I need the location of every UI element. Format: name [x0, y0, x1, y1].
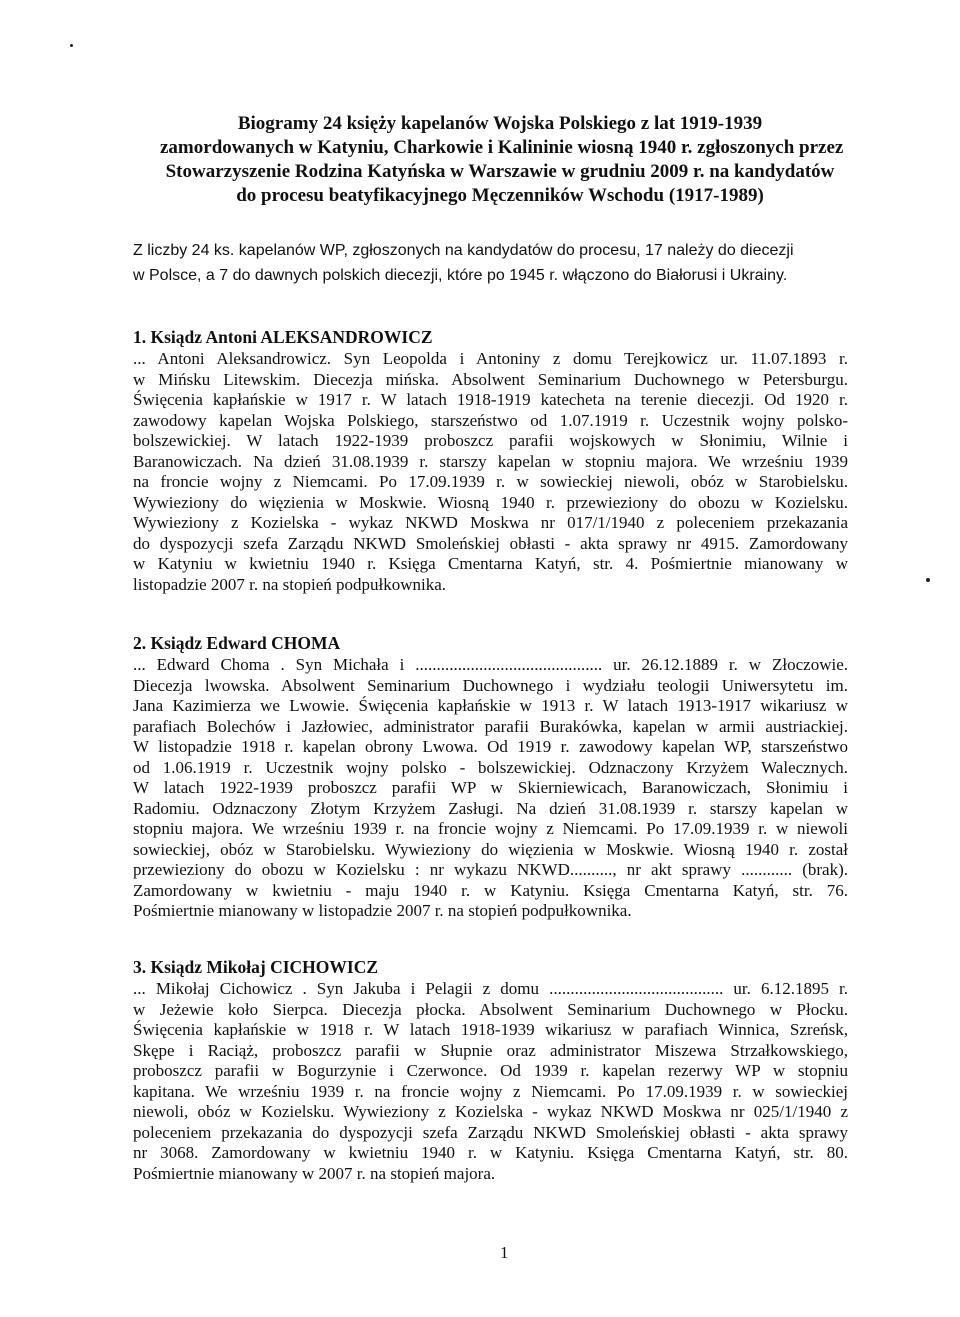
entry-line: Święcenia kapłańskie w 1918 r. W latach 1918-1939 wikariusz w parafiach Winnica, Szreńsk,: [133, 1020, 848, 1039]
entry-line: Diecezja lwowska. Absolwent Seminarium Duchownego i wydziału teologii Uniwersytetu im.: [133, 675, 848, 695]
biography-entry: [133, 326, 848, 595]
entry-line: Święcenia kapłańskie w 1917 r. W latach 1918-1919 katecheta na terenie diecezji. Od 1920 r.: [133, 390, 848, 409]
intro-paragraph: [133, 238, 848, 288]
entry-line: w Jeżewie koło Sierpca. Diecezja płocka. Absolwent Seminarium Duchownego w Płocku.: [133, 999, 848, 1019]
entry-line: poleceniem przekazania do dyspozycji szefa Zarządu NKWD Smoleńskiej obłasti - akta sprawy: [133, 1122, 848, 1142]
entry-line: na froncie wojny z Niemcami. Po 17.09.1939 r. w sowieckiej niewoli, obóz w Starobielsku.: [133, 472, 848, 491]
entry-line: Jana Kazimierza we Lwowie. Święcenia kapłańskie w 1913 r. W latach 1913-1917 wikariusz w: [133, 696, 848, 715]
biography-entry: [133, 632, 848, 922]
title-line: zamordowanych w Katyniu, Charkowie i Kalininie wiosną 1940 r. zgłoszonych przez: [160, 137, 844, 158]
document-title: [160, 112, 844, 208]
entry-line: do dyspozycji szefa Zarządu NKWD Smoleńskiej obłasti - akta sprawy nr 4915. Zamordowany: [133, 533, 848, 553]
entry-line: w Mińsku Litewskim. Diecezja mińska. Absolwent Seminarium Duchownego w Petersburgu.: [133, 369, 848, 389]
entry-line: Pośmiertnie mianowany w 2007 r. na stopień majora.: [133, 1163, 496, 1183]
page-number: 1: [500, 1243, 509, 1262]
entry-line: w Katyniu w kwietniu 1940 r. Księga Cmentarna Katyń, str. 4. Pośmiertnie mianowany w: [133, 554, 848, 573]
title-line: Biogramy 24 księży kapelanów Wojska Polskiego z lat 1919-1939: [237, 113, 763, 134]
title-line: do procesu beatyfikacyjnego Męczenników Wschodu (1917-1989): [236, 185, 764, 206]
entry-line: przewieziony do obozu w Kozielsku : nr wykazu NKWD.........., nr akt sprawy ............ (brak).: [133, 860, 848, 879]
entry-line: nr 3068. Zamordowany w kwietniu 1940 r. w Katyniu. Księga Cmentarna Katyń, str. 80.: [133, 1143, 848, 1162]
entry-line: Pośmiertnie mianowany w listopadzie 2007 r. na stopień podpułkownika.: [133, 901, 632, 920]
entry-line: kapitana. We wrześniu 1939 r. na froncie wojny z Niemcami. Po 17.09.1939 r. w sowieckiej: [133, 1081, 848, 1101]
entry-line: stopniu majora. We wrześniu 1939 r. na froncie wojny z Niemcami. Po 17.09.1939 r. w niewoli: [133, 819, 848, 838]
entry-line: niewoli, obóz w Kozielsku. Wywieziony z Kozielska - wykaz NKWD Moskwa nr 025/1/1940 z: [133, 1102, 848, 1121]
entry-line: ... Mikołaj Cichowicz . Syn Jakuba i Pelagii z domu ......................................... ur. 6.12.1895 r.: [133, 979, 848, 998]
intro-line: Z liczby 24 ks. kapelanów WP, zgłoszonych na kandydatów do procesu, 17 należy do diecezji: [133, 242, 794, 259]
entry-line: Zamordowany w kwietniu - maju 1940 r. w Katyniu. Księga Cmentarna Katyń, str. 76.: [133, 880, 848, 900]
entry-line: Wywieziony do więzienia w Moskwie. Wiosną 1940 r. przewieziony do obozu w Kozielsku.: [133, 492, 848, 512]
entry-line: Skępe i Raciąż, proboszcz parafii w Słupnie oraz administrator Miszewa Strzałkowskiego,: [133, 1040, 848, 1060]
entry-line: sowieckiej, obóz w Starobielsku. Wywieziony do więzienia w Moskwie. Wiosną 1940 r. został: [133, 839, 848, 859]
biography-entry: [133, 956, 848, 1184]
entry-line: W latach 1922-1939 proboszcz parafii WP w Skierniewicach, Baranowiczach, Słonimiu i: [133, 778, 848, 797]
entry-line: listopadzie 2007 r. na stopień podpułkownika.: [133, 574, 447, 594]
scan-speck: [926, 578, 930, 582]
title-line: Stowarzyszenie Rodzina Katyńska w Warszawie w grudniu 2009 r. na kandydatów: [165, 161, 835, 182]
entry-line: ... Antoni Aleksandrowicz. Syn Leopolda i Antoniny z domu Terejkowicz ur. 11.07.1893 r.: [133, 349, 848, 368]
entry-heading: 3. Ksiądz Mikołaj CICHOWICZ: [133, 957, 379, 977]
entry-line: W listopadzie 1918 r. kapelan obrony Lwowa. Od 1919 r. zawodowy kapelan WP, starszeństwo: [133, 737, 848, 756]
scan-speck: [70, 44, 73, 47]
entry-line: bolszewickiej. W latach 1922-1939 proboszcz parafii wojskowych w Słonimiu, Wilnie i: [133, 431, 848, 450]
entry-line: Wywieziony z Kozielska - wykaz NKWD Moskwa nr 017/1/1940 z poleceniem przekazania: [133, 513, 848, 532]
entry-line: od 1.06.1919 r. Uczestnik wojny polsko - bolszewickiej. Odznaczony Krzyżem Walecznych.: [133, 757, 848, 777]
entry-heading: 2. Ksiądz Edward CHOMA: [133, 633, 341, 653]
entry-line: proboszcz parafii w Bogurzynie i Czerwonce. Od 1939 r. kapelan rezerwy WP w stopniu: [133, 1061, 848, 1080]
intro-line: w Polsce, a 7 do dawnych polskich diecezji, które po 1945 r. włączono do Białorusi i Ukrainy.: [133, 267, 788, 284]
entry-line: Radomiu. Odznaczony Złotym Krzyżem Zasługi. Na dzień 31.08.1939 r. starszy kapelan w: [133, 798, 848, 818]
entry-line: ... Edward Choma . Syn Michała i ............................................ ur. 26.12.1889 r. w Złoczowie.: [133, 655, 848, 674]
entry-line: zawodowy kapelan Wojska Polskiego, starszeństwo od 1.07.1919 r. Uczestnik wojny polsko-: [133, 410, 848, 430]
entry-line: Baranowiczach. Na dzień 31.08.1939 r. starszy kapelan w stopniu majora. We wrześniu 1939: [133, 451, 848, 471]
entry-line: parafiach Bolechów i Jazłowiec, administrator parafii Burakówka, kapelan w armii austriackiej.: [133, 716, 848, 736]
entry-heading: 1. Ksiądz Antoni ALEKSANDROWICZ: [133, 327, 433, 347]
